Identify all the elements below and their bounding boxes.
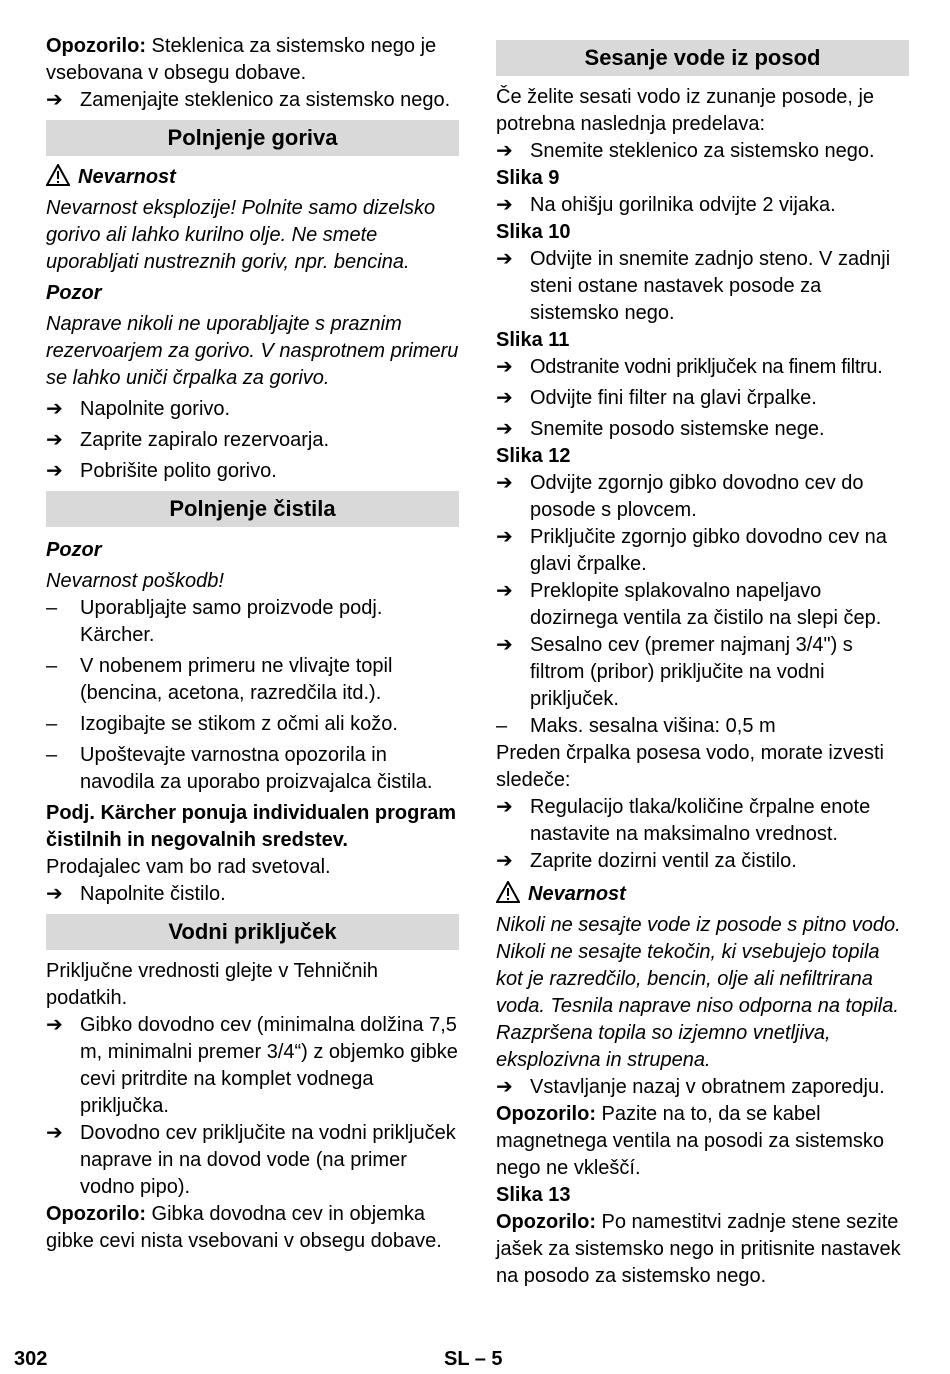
section-heading: Sesanje vode iz posod	[496, 40, 909, 76]
paragraph: Če želite sesati vodo iz zunanje posode, je potrebna naslednja predelava:	[496, 86, 875, 135]
warning-triangle-icon	[46, 164, 70, 186]
intro-note: Opozorilo: Steklenica za sistemsko nego je vsebovana v obsegu dobave.	[46, 35, 437, 84]
caution-text: Naprave nikoli ne uporabljajte s praznim rezervoarjem za gorivo. V nasprotnem primeru se lahko uniči črpalka za gorivo.	[46, 313, 459, 389]
danger-title: Nevarnost	[46, 164, 459, 191]
left-column	[46, 33, 459, 1255]
arrow-right-icon: ➔	[496, 356, 513, 378]
note: Opozorilo: Po namestitvi zadnje stene sezite jašek za sistemsko nego in pritisnite nastavek na posodo za sistemsko nego.	[496, 1211, 901, 1287]
arrow-right-icon: ➔	[46, 883, 63, 905]
figure-label: Slika 11	[496, 329, 570, 351]
step-item: ➔ Napolnite čistilo.	[46, 881, 459, 908]
arrow-right-icon: ➔	[46, 89, 63, 111]
step-item: ➔ Preklopite splakovalno napeljavo dozirnega ventila za čistilo na slepi čep.	[496, 578, 909, 632]
dash-item: – V nobenem primeru ne vlivajte topil (bencina, acetona, razredčila itd.).	[46, 655, 393, 704]
arrow-right-icon: ➔	[496, 580, 513, 602]
step-item: ➔ Napolnite gorivo.	[46, 396, 459, 423]
arrow-right-icon: ➔	[496, 248, 513, 270]
section-heading: Vodni priključek	[46, 914, 459, 950]
section-heading: Polnjenje goriva	[46, 120, 459, 156]
arrow-right-icon: ➔	[496, 634, 513, 656]
arrow-right-icon: ➔	[496, 850, 513, 872]
note: Opozorilo: Pazite na to, da se kabel magnetnega ventila na posodi za sistemsko nego ne vkleščí.	[496, 1103, 885, 1179]
caution-text: Nevarnost poškodb!	[46, 570, 224, 592]
step-item: ➔ Snemite posodo sistemske nege.	[496, 416, 909, 443]
step-item: ➔ Zamenjajte steklenico za sistemsko nego.	[46, 87, 459, 114]
step-item: ➔ Odvijte zgornjo gibko dovodno cev do posode s plovcem.	[496, 470, 909, 524]
figure-label: Slika 10	[496, 221, 571, 243]
step-item: ➔ Pobrišite polito gorivo.	[46, 458, 459, 485]
arrow-right-icon: ➔	[496, 387, 513, 409]
page-number: 302	[14, 1348, 48, 1370]
figure-label: Slika 13	[496, 1184, 571, 1206]
arrow-right-icon: ➔	[46, 1122, 63, 1144]
danger-text: Nevarnost eksplozije! Polnite samo dizelsko gorivo ali lahko kurilno olje. Ne smete uporabljati nustreznih goriv, npr. bencina.	[46, 197, 436, 273]
arrow-right-icon: ➔	[496, 472, 513, 494]
section-heading: Polnjenje čistila	[46, 491, 459, 527]
dash-item: – Maks. sesalna višina: 0,5 m	[496, 715, 776, 737]
arrow-right-icon: ➔	[496, 1076, 513, 1098]
step-item: ➔ Gibko dovodno cev (minimalna dolžina 7,5 m, minimalni premer 3/4“) z objemko gibke cevi pritrdite na komplet vodnega priključka.	[46, 1012, 459, 1120]
danger-text: Nikoli ne sesajte vode iz posode s pitno vodo. Nikoli ne sesajte tekočin, ki vsebujejo topila kot je razredčilo, bencin, olje ali nefiltrirana voda. Tesnila naprave niso odporna na topila. Razpršena topila so izjemno vnetljiva, eksplozivna in strupena.	[496, 914, 901, 1071]
step-item: ➔ Snemite steklenico za sistemsko nego.	[496, 138, 909, 165]
arrow-right-icon: ➔	[46, 460, 63, 482]
arrow-right-icon: ➔	[496, 526, 513, 548]
step-item: ➔ Zaprite zapiralo rezervoarja.	[46, 427, 459, 454]
step-item: ➔ Priključite zgornjo gibko dovodno cev na glavi črpalke.	[496, 524, 909, 578]
caution-title: Pozor	[46, 539, 102, 561]
figure-label: Slika 12	[496, 445, 571, 467]
step-item: ➔ Dovodno cev priključite na vodni priključek naprave in na dovod vode (na primer vodno pipo).	[46, 1120, 459, 1201]
arrow-right-icon: ➔	[496, 418, 513, 440]
caution-title: Pozor	[46, 282, 102, 304]
step-item: ➔ Zaprite dozirni ventil za čistilo.	[496, 848, 909, 875]
page-label: SL – 5	[444, 1348, 503, 1370]
dash-item: – Izogibajte se stikom z očmi ali kožo.	[46, 713, 398, 735]
paragraph: Preden črpalka posesa vodo, morate izvesti sledeče:	[496, 742, 884, 791]
step-item: ➔ Odstranite vodni priključek na finem filtru.	[496, 354, 909, 381]
step-item: ➔ Na ohišju gorilnika odvijte 2 vijaka.	[496, 192, 909, 219]
note: Opozorilo: Gibka dovodna cev in objemka gibke cevi nista vsebovani v obsegu dobave.	[46, 1203, 442, 1252]
warning-triangle-icon	[496, 881, 520, 903]
paragraph: Priključne vrednosti glejte v Tehničnih podatkih.	[46, 960, 379, 1009]
arrow-right-icon: ➔	[496, 796, 513, 818]
step-item: ➔ Odvijte fini filter na glavi črpalke.	[496, 385, 909, 412]
dash-item: – Upoštevajte varnostna opozorila in navodila za uporabo proizvajalca čistila.	[46, 744, 433, 793]
step-item: ➔ Odvijte in snemite zadnjo steno. V zadnji steni ostane nastavek posode za sistemsko nego.	[496, 246, 909, 327]
arrow-right-icon: ➔	[46, 429, 63, 451]
figure-label: Slika 9	[496, 167, 560, 189]
arrow-right-icon: ➔	[496, 140, 513, 162]
bold-note: Podj. Kärcher ponuja individualen program čistilnih in negovalnih sredstev.	[46, 802, 457, 851]
right-column	[496, 33, 909, 1290]
step-item: ➔ Regulacijo tlaka/količine črpalne enote nastavite na maksimalno vrednost.	[496, 794, 909, 848]
danger-title: Nevarnost	[496, 881, 909, 908]
step-item: ➔ Vstavljanje nazaj v obratnem zaporedju.	[496, 1074, 909, 1101]
step-item: ➔ Sesalno cev (premer najmanj 3/4") s filtrom (pribor) priključite na vodni priključek.	[496, 632, 909, 713]
paragraph: Prodajalec vam bo rad svetoval.	[46, 856, 331, 878]
dash-item: – Uporabljajte samo proizvode podj. Kärcher.	[46, 597, 383, 646]
arrow-right-icon: ➔	[496, 194, 513, 216]
arrow-right-icon: ➔	[46, 1014, 63, 1036]
arrow-right-icon: ➔	[46, 398, 63, 420]
